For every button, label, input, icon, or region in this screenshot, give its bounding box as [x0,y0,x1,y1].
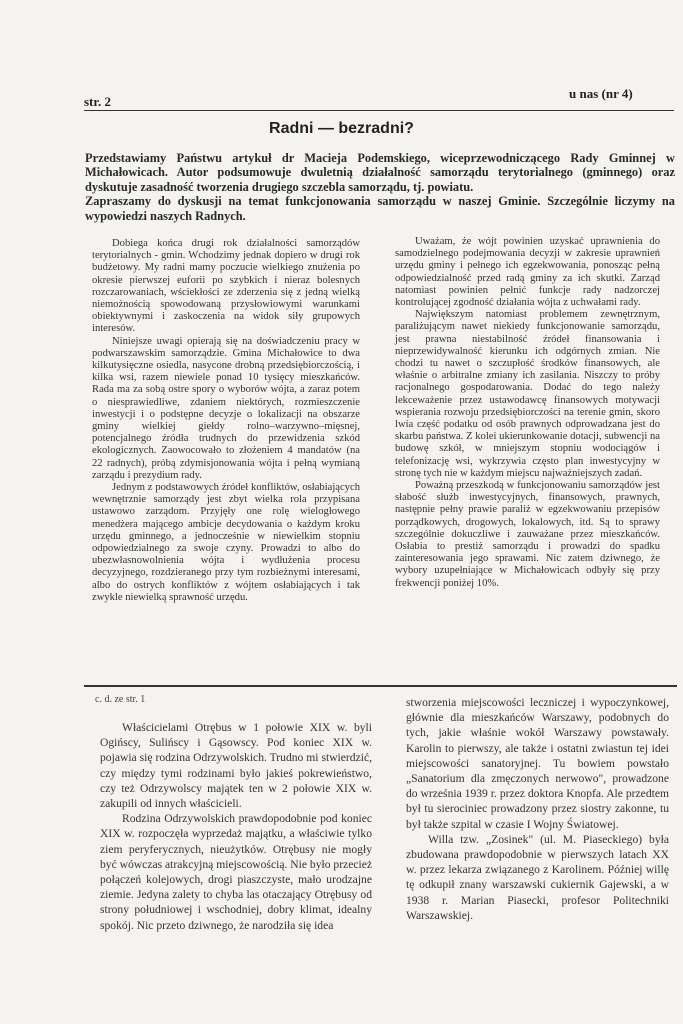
continuation-label: c. d. ze str. 1 [95,694,146,705]
article-column-left [92,238,360,604]
paragraph: Niniejsze uwagi opierają się na doświadczeniu pracy w podwarszawskim samorządzie. Gmina Michałowice to dwa kilkutysięczne osiedla, nasycone drobną przedsiębiorczością, i kilka wsi, razem niewiele ponad 10 tysięcy mieszkańców. Rada ma za sobą ostre spory o wyborów wójta, a zaraz potem o niesprawiedliwe, zdaniem niektórych, rozmieszczenie inwestycji i o podstępne decyzje o lokalizacji na obszarze gminy wielkiej giełdy rolno–warzywno–mięsnej, potencjalnego źródła trudnych do przewidzenia szkód ekologicznych. Zaowocowało to złożeniem 4 mandatów (na 22 radnych), próbą zdymisjonowania wójta i pełną wymianą zarządu i prezydium rady. [92,335,360,481]
intro-paragraph: Przedstawiamy Państwu artykuł dr Macieja Podemskiego, wiceprzewodniczącego Rady Gminnej w Michałowicach. Autor podsumowuje dwuletnią działalność samorządu terytorialnego (gminnego) oraz dyskutuje zasadność tworzenia drugiego szczebla samorządu, tj. powiatu. [85,151,675,194]
page-number: str. 2 [84,94,111,109]
paragraph: Największym natomiast problemem zewnętrznym, paraliżującym nawet niekiedy funkcjonowanie samorządu, jest prawna niestabilność źródeł finansowania i nieprzewidywalność kierunku ich odgórnych zmian. Nie chodzi tu nawet o szczupłość środków finansowych, ale właśnie o arbitralne zmiany ich zasilania. Niszczy to próby racjonalnego gospodarowania. Dodać do tego należy lekceważenie przez ustawodawcę finansowych motywacji wspierania rozwoju przedsiębiorczości na terenie gmin, skoro lwia część podatku od osób prawnych odprowadzana jest do skarbu państwa. Z kolei ukierunkowanie dotacji, subwencji na budowę szkół, w mniejszym stopniu wodociągów i telefonizację wsi, wykrzywia często plan inwestycyjny w stronę tych nie w każdym miejscu najważniejszych zadań. [395,309,660,479]
paragraph: Uważam, że wójt powinien uzyskać uprawnienia do samodzielnego podejmowania decyzji w zakresie uprawnień urzędu gminy i pełnego ich egzekwowania, ponosząc pełną odpowiedzialność przed radą gminy za ich skutki. Zarząd natomiast powinien pełnić funkcje rady nadzorczej kontrolującej zgodność działania wójta z uchwałami rady. [395,236,660,309]
publication-issue: u nas (nr 4) [569,86,633,101]
paragraph: Poważną przeszkodą w funkcjonowaniu samorządów jest słabość służb inwestycyjnych, finansowych, prawnych, następnie pełny prawie paraliż w egzekwowaniu przepisów porządkowych, drogowych, lokalowych, itd. Są to sprawy szczególnie dokuczliwe i zauważane przez mieszkańców. Osłabia to prestiż samorządu i prowadzi do spadku zainteresowania jego sprawami. Nic zatem dziwnego, że wybory uzupełniające w Michałowicach odbyły się przy frekwencji poniżej 10%. [395,480,660,589]
paragraph: Dobiega końca drugi rok działalności samorządów terytorialnych - gmin. Wchodzimy jednak dopiero w drugi rok budżetowy. My radni mamy poczucie wielkiego znużenia po okresie pierwszej euforii po szybkich i nieraz bolesnych rozczarowaniach, wściekłości ze zderzenia się z jedną wielką niemożnością spowodowaną przysłowiowymi warunkami obiektywnymi i zaskoczenia na widok siły grupowych interesów. [92,238,360,335]
continuation-column-left [100,720,372,933]
paragraph: Właścicielami Otrębus w 1 połowie XIX w. byli Ogińscy, Sulińscy i Gąsowscy. Pod koniec XIX w. pojawia się rodzina Odrzywolskich. Trudno mi stwierdzić, czy między tymi rodzinami było jakieś pokrewieństwo, czy też Odrzywolscy majątek ten w 2 połowie XIX w. zakupili od innych właścicieli. [100,721,372,811]
article-column-right [395,236,660,590]
continuation-column-right [406,695,669,923]
paragraph: Willa tzw. „Zosinek" (ul. M. Piaseckiego) była zbudowana prawdopodobnie w pierwszych latach XX w. przez lekarza związanego z Karolinem. Później willę tę odkupił znany warszawski cukiernik Gajewski, a w 1938 r. Marian Piasecki, profesor Politechniki Warszawskiej. [406,832,669,922]
intro-paragraph: Zapraszamy do dyskusji na temat funkcjonowania samorządu w naszej Gminie. Szczególnie liczymy na wypowiedzi naszych Radnych. [85,194,675,223]
paragraph: Rodzina Odrzywolskich prawdopodobnie pod koniec XIX w. rozpoczęła wyprzedaż majątku, a właściwie tylko ziem peryferycznych, nieużytków. Otrębusy nie mogły być wówczas atrakcyjną miejscowością. Nie było przecież połączeń kolejowych, drogi piaszczyste, mało urodzajne ziemie. Jedyna zalety to chyba las otaczający Otrębusy od strony południowej i wschodniej, dobry klimat, idealny spokój. Nic przeto dziwnego, że narodziła się idea [100,812,373,932]
paragraph: Jednym z podstawowych źródeł konfliktów, osłabiających wewnętrznie samorządy jest zbyt wielka rola przypisana ustawowo zarządom. Przyjęły one rolę wielogłowego menedżera mającego ambicje decydowania o każdym kroku urzędu gminnego, a jednocześnie w niewielkim stopniu odpowiedzialnego za swoje czyny. Prowadzi to albo do ubezwłasnowolnienia wójta i wydłużenia procesu decyzyjnego, rozdzieranego przy tym rozbieżnymi interesami, albo do ostrych konfliktów z wójtem osłabiających i tak zwykle niewielką sprawność urzędu. [92,482,360,603]
header-divider [84,110,674,111]
article-intro [85,151,675,223]
section-divider [84,685,677,687]
paragraph: stworzenia miejscowości leczniczej i wypoczynkowej, głównie dla mieszkańców Warszawy, podobnych do tych, jakie właśnie wokół Warszawy powstawały. Karolin to pierwszy, ale także i ostatni zwiastun tej idei miejscowości sanatoryjnej. Tu bowiem powstało „Sanatorium dla zmęczonych nerwowo", prowadzone do września 1939 r. przez doktora Knopfa. Ale przedtem był tu sierociniec prowadzony przez siostry zakonne, tu był także szpital w czasie I Wojny Światowej. [406,696,669,831]
article-title: Radni — bezradni? [269,120,414,137]
